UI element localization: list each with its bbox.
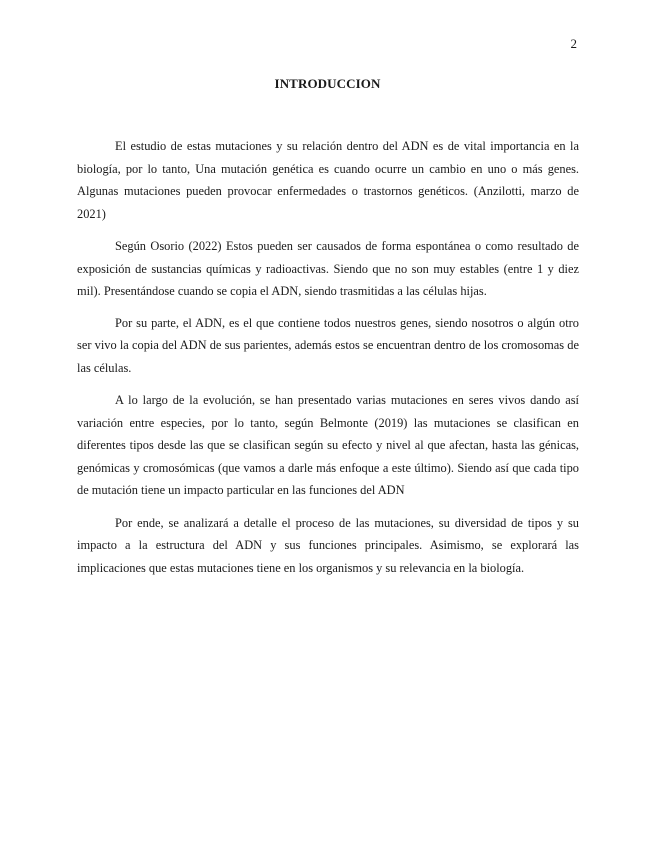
document-body	[77, 135, 579, 589]
paragraph-4: A lo largo de la evolución, se han presentado varias mutaciones en seres vivos dando así variación entre especies, por lo tanto, según Belmonte (2019) las mutaciones se clasifican en diferentes tipos desde las que se clasifican según su efecto y nivel al que afectan, hasta las génicas, genómicas y cromosómicas (que vamos a darle más enfoque a este último). Siendo así que cada tipo de mutación tiene un impacto particular en las funciones del ADN	[77, 393, 579, 497]
paragraph-5: Por ende, se analizará a detalle el proceso de las mutaciones, su diversidad de tipos y su impacto a la estructura del ADN y sus funciones principales. Asimismo, se explorará las implicaciones que estas mutaciones tiene en los organismos y su relevancia en la biología.	[77, 515, 579, 575]
paragraph-3: Por su parte, el ADN, es el que contiene todos nuestros genes, siendo nosotros o algún otro ser vivo la copia del ADN de sus parientes, además estos se encuentran dentro de los cromosomas de las células.	[77, 315, 579, 375]
section-title: INTRODUCCION	[274, 76, 381, 91]
page-number: 2	[570, 36, 577, 51]
paragraph-1: El estudio de estas mutaciones y su relación dentro del ADN es de vital importancia en la biología, por lo tanto, Una mutación genética es cuando ocurre un cambio en uno o más genes. Algunas mutaciones pueden provocar enfermedades o trastornos genéticos. (Anzilotti, marzo de 2021)	[77, 139, 579, 221]
paragraph-2: Según Osorio (2022) Estos pueden ser causados de forma espontánea o como resultado de exposición de sustancias químicas y radioactivas. Siendo que no son muy estables (entre 1 y diez mil). Presentándose cuando se copia el ADN, siendo trasmitidas a las células hijas.	[77, 239, 579, 298]
